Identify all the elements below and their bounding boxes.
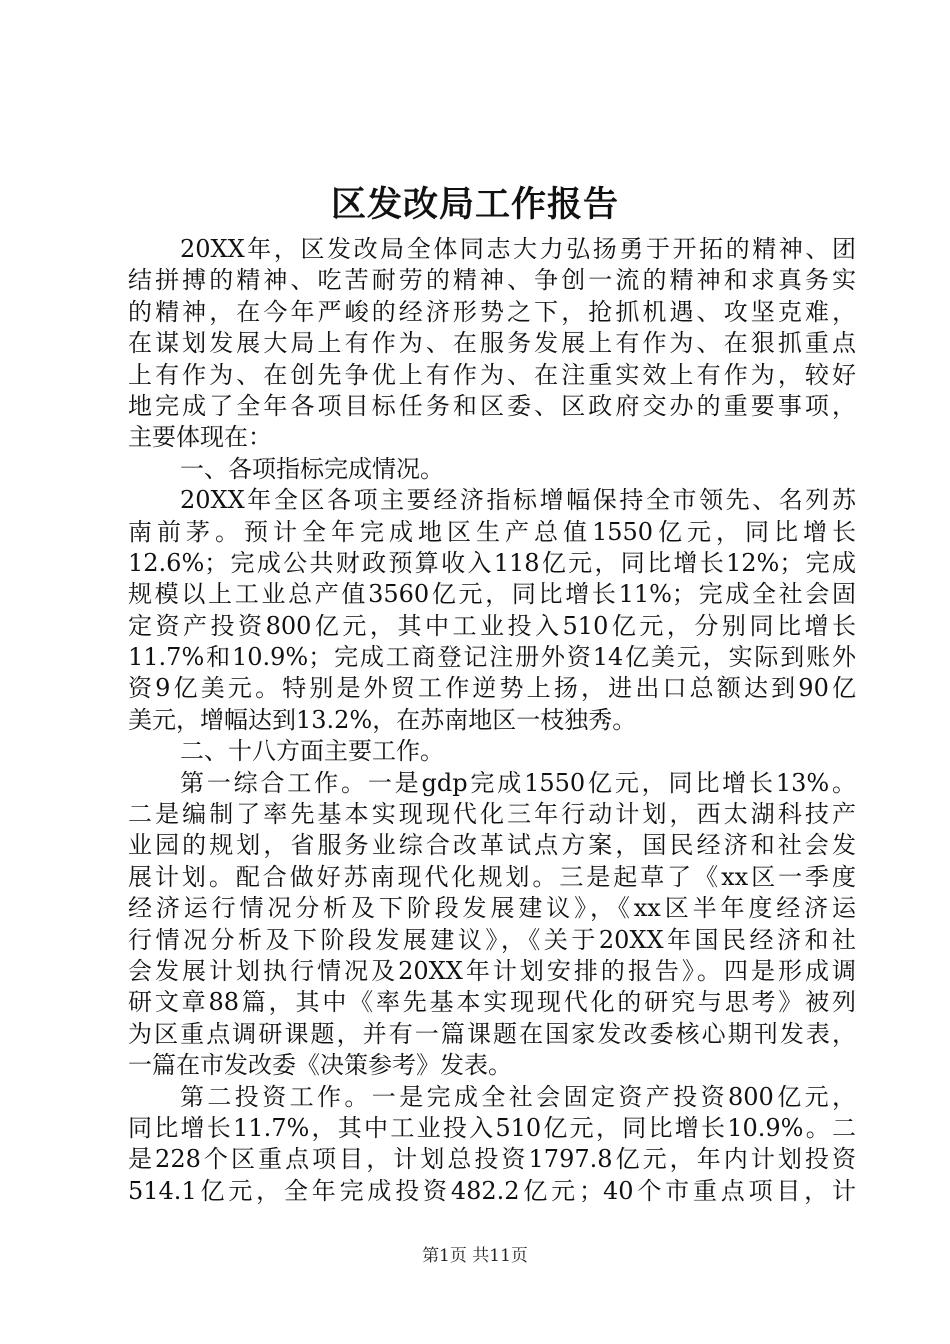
body-text-line: 业园的规划，省服务业综合改革试点方案，国民经济和社会发	[128, 831, 856, 860]
body-text-line: 在谋划发展大局上有作为、在服务发展上有作为、在狠抓重点	[128, 329, 856, 358]
body-text-line: 是228个区重点项目，计划总投资1797.8亿元，年内计划投资	[128, 1145, 856, 1174]
body-text-line: 美元，增幅达到13.2%，在苏南地区一枝独秀。	[128, 705, 637, 734]
document-body	[128, 234, 856, 1207]
document-title: 区发改局工作报告	[330, 184, 619, 225]
body-text-line: 12.6%；完成公共财政预算收入118亿元，同比增长12%；完成	[128, 548, 856, 577]
body-text-line: 地完成了全年各项目标任务和区委、区政府交办的重要事项，	[128, 391, 856, 420]
body-text-line: 展计划。配合做好苏南现代化规划。三是起草了《xx区一季度	[128, 862, 856, 891]
body-text-line: 主要体现在：	[128, 423, 272, 452]
body-text-line: 为区重点调研课题，并有一篇课题在国家发改委核心期刊发表，	[128, 1019, 856, 1048]
body-text-line: 经济运行情况分析及下阶段发展建议》，《xx区半年度经济运	[128, 894, 856, 923]
body-text-line: 514.1亿元，全年完成投资482.2亿元；40个市重点项目，计	[128, 1176, 856, 1205]
body-text-line: 第二投资工作。一是完成全社会固定资产投资800亿元，	[180, 1082, 856, 1111]
body-text-line: 第一综合工作。一是gdp完成1550亿元，同比增长13%。	[180, 768, 856, 797]
body-text-line: 一篇在市发改委《决策参考》发表。	[128, 1051, 512, 1080]
body-text-line: 研文章88篇，其中《率先基本实现现代化的研究与思考》被列	[128, 988, 856, 1017]
body-text-line: 结拼搏的精神、吃苦耐劳的精神、争创一流的精神和求真务实	[128, 266, 856, 295]
body-text-line: 20XX年，区发改局全体同志大力弘扬勇于开拓的精神、团	[180, 235, 856, 263]
body-text-line: 二是编制了率先基本实现现代化三年行动计划，西太湖科技产	[128, 800, 856, 829]
body-text-line: 定资产投资800亿元，其中工业投入510亿元，分别同比增长	[128, 611, 856, 640]
body-text-line: 上有作为、在创先争优上有作为、在注重实效上有作为，较好	[128, 360, 856, 389]
body-text-line: 同比增长11.7%，其中工业投入510亿元，同比增长10.9%。二	[128, 1113, 856, 1142]
body-text-line: 资9亿美元。特别是外贸工作逆势上扬，进出口总额达到90亿	[128, 674, 856, 703]
body-text-line: 规模以上工业总产值3560亿元，同比增长11%；完成全社会固	[128, 580, 856, 609]
body-text-line: 南前茅。预计全年完成地区生产总值1550亿元，同比增长	[128, 517, 856, 546]
page-footer: 第1页 共11页	[422, 1246, 528, 1266]
body-text-line: 行情况分析及下阶段发展建议》，《关于20XX年国民经济和社	[128, 925, 856, 954]
body-text-line: 11.7%和10.9%；完成工商登记注册外资14亿美元，实际到账外	[128, 643, 856, 672]
body-text-line: 20XX年全区各项主要经济指标增幅保持全市领先、名列苏	[180, 486, 856, 515]
body-text-line: 二、十八方面主要工作。	[180, 737, 444, 766]
body-text-line: 的精神，在今年严峻的经济形势之下，抢抓机遇、攻坚克难，	[128, 297, 856, 326]
body-text-line: 一、各项指标完成情况。	[180, 454, 444, 483]
body-text-line: 会发展计划执行情况及20XX年计划安排的报告》。四是形成调	[128, 956, 856, 985]
